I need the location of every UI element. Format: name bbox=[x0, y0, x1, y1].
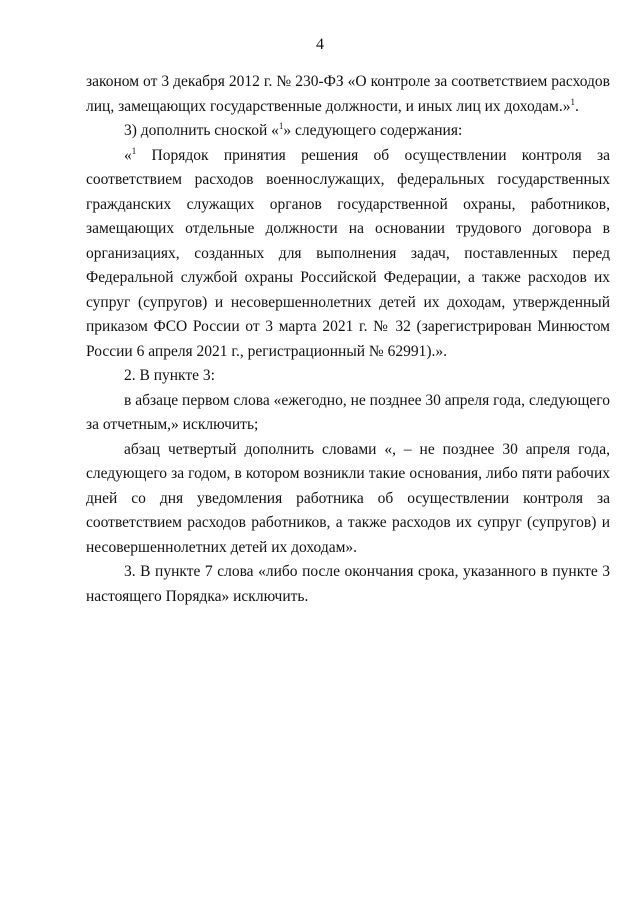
paragraph-end: . bbox=[574, 97, 579, 115]
paragraph-first-abzac: в абзаце первом слова «ежегодно, не позднее 30 апреля года, следующего за отчетным,» исключить; bbox=[86, 391, 610, 433]
quote-open: « bbox=[124, 146, 132, 164]
paragraph-law-reference bbox=[86, 70, 610, 119]
paragraph-text: 3) дополнить сноской « bbox=[124, 122, 279, 139]
paragraph-add-footnote bbox=[86, 119, 610, 144]
paragraph-text: Порядок принятия решения об осуществлении контроля за соответствием расходов военнослужащих, федеральных государственных гражданских служащих органов государственной охраны, работников, замещающих отдельные должности на основании трудового договора в организациях, созданных для выполнения задач, поставленных перед Федеральной службой охраны Российской Федерации, а также расходов их супруг (супругов) и несовершеннолетних детей их доходам, утвержденный приказом ФСО России от 3 марта 2021 г. № 32 (зарегистрирован Минюстом России 6 апреля 2021 г., регистрационный № 62991).». bbox=[86, 146, 610, 360]
footnote-marker: 1 bbox=[278, 120, 284, 131]
page-number: 4 bbox=[316, 36, 324, 53]
footnote-marker: 1 bbox=[570, 96, 575, 107]
paragraph-text-end: » следующего содержания: bbox=[283, 122, 463, 139]
paragraph-text: законом от 3 декабря 2012 г. № 230-ФЗ «О контроле за соответствием расходов лиц, замещающих государственные должности, и иных лиц их доходам.» bbox=[86, 73, 610, 115]
document-body bbox=[86, 70, 610, 609]
footnote-marker: 1 bbox=[131, 145, 137, 156]
paragraph-fourth-abzac: абзац четвертый дополнить словами «, – не позднее 30 апреля года, следующего за годом, в котором возникли такие основания, либо пяти рабочих дней со дня уведомления работника об осуществлении контроля за соответствием расходов работников, а также расходов их супруг (супругов) и несовершеннолетних детей их доходам». bbox=[86, 440, 610, 556]
paragraph-footnote-content bbox=[86, 144, 610, 365]
paragraph-item-7: 3. В пункте 7 слова «либо после окончания срока, указанного в пункте 3 настоящего Порядка» исключить. bbox=[86, 563, 610, 605]
paragraph-item-3-heading: 2. В пункте 3: bbox=[124, 367, 215, 384]
